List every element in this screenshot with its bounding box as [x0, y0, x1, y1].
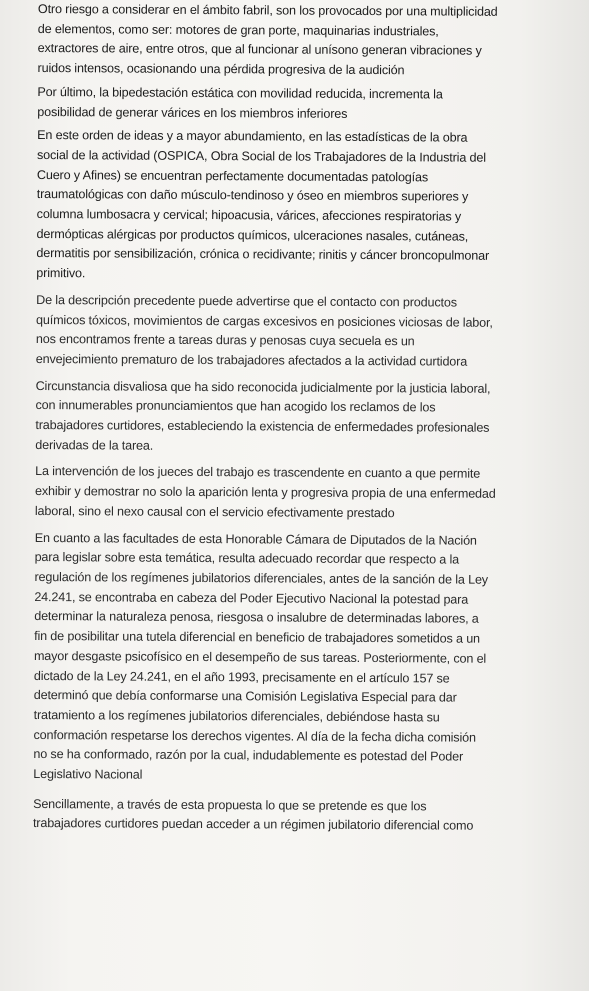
- text-line: conformación respetarse los derechos vigentes. Al día de la fecha dicha comisión: [33, 727, 476, 745]
- text-line: nos encontramos frente a tareas duras y penosas cuya secuela es un: [35, 332, 415, 349]
- paragraph-ospica-statistics: [36, 126, 557, 287]
- text-line: exhibir y demostrar no solo la aparición lenta y progresiva propia de una enfermedad: [34, 484, 496, 501]
- text-line: social de la actividad (OSPICA, Obra Social de los Trabajadores de la Industria del: [37, 147, 486, 165]
- text-line: fin de posibilitar una tutela diferencial en beneficio de trabajadores sometidos a un: [34, 629, 480, 646]
- text-line: dermópticas alérgicas por productos químicos, ulceraciones nasales, cutáneas,: [36, 226, 469, 244]
- text-line: posibilidad de generar várices en los miembros inferiores: [37, 104, 348, 121]
- text-line: Sencillamente, a través de esta propuesta lo que se pretende es que los: [33, 796, 427, 814]
- paragraph-fabril-risks: [38, 0, 558, 82]
- text-line: con innumerables pronunciamientos que han acogido los reclamos de los: [35, 398, 436, 415]
- text-line: mayor desgaste psicofísico en el desempeño de sus tareas. Posteriormente, con el: [33, 648, 487, 666]
- text-line: dermatitis por sensibilización, crónica o recidivante; rinitis y cáncer broncopulmonar: [36, 246, 490, 264]
- text-line: Por último, la bipedestación estática con movilidad reducida, incrementa la: [37, 84, 443, 102]
- text-line: envejecimiento prematuro de los trabajadores afectados a la actividad curtidora: [35, 351, 468, 369]
- text-line: Otro riesgo a considerar en el ámbito fabril, son los provocados por una multiplicidad: [37, 1, 498, 19]
- text-line: tratamiento a los regímenes jubilatorios diferenciales, debiéndose hasta su: [33, 707, 440, 725]
- text-line: extractores de aire, entre otros, que al funcionar al unísono generan vibraciones y: [37, 41, 482, 59]
- text-line: químicos tóxicos, movimientos de cargas excesivos en posiciones viciosas de labor,: [36, 312, 493, 330]
- text-line: La intervención de los jueces del trabajo es trascendente en cuanto a que permite: [35, 464, 481, 482]
- text-line: De la descripción precedente puede advertirse que el contacto con productos: [36, 292, 457, 310]
- text-line: regulación de los regímenes jubilatorios diferenciales, antes de la sanción de la Ley: [34, 569, 489, 587]
- paragraph-proposal: [33, 795, 553, 838]
- text-line: de elementos, como ser: motores de gran porte, maquinarias industriales,: [37, 21, 439, 39]
- text-line: derivadas de la tarea.: [35, 437, 154, 453]
- paragraph-judicial-recognition: [35, 377, 555, 459]
- text-line: no se ha conformado, razón por la cual, indudablemente es potestad del Poder: [33, 747, 464, 764]
- text-line: determinar la naturaleza penosa, riesgosa o insalubre de determinadas labores, a: [34, 609, 479, 627]
- text-line: ruidos intensos, ocasionando una pérdida progresiva de la audición: [37, 61, 405, 78]
- text-line: laboral, sino el nexo causal con el servicio efectivamente prestado: [34, 503, 395, 521]
- paragraph-labor-judges: [35, 462, 555, 524]
- text-line: dictado de la Ley 24.241, en el año 1993, precisamente en el artículo 157 se: [33, 668, 450, 686]
- paragraph-bipedestacion: [37, 83, 557, 126]
- text-line: En cuanto a las facultades de esta Honorable Cámara de Diputados de la Nación: [34, 530, 477, 548]
- text-line: Cuero y Afines) se encuentran perfectamente documentadas patologías: [36, 167, 429, 185]
- text-line: 24.241, se encontraba en cabeza del Poder Ejecutivo Nacional la potestad para: [34, 589, 469, 607]
- text-line: trabajadores curtidores puedan acceder a un régimen jubilatorio diferencial como: [32, 816, 474, 834]
- paragraph-toxic-products: [36, 291, 556, 373]
- text-line: Legislativo Nacional: [33, 767, 143, 782]
- text-line: traumatológicas con daño músculo-tendinoso y óseo en miembros superiores y: [36, 187, 469, 204]
- text-line: primitivo.: [36, 266, 86, 281]
- text-line: Circunstancia disvaliosa que ha sido reconocida judicialmente por la justicia laboral,: [35, 378, 491, 396]
- text-line: columna lumbosacra y cervical; hipoacusia, várices, afecciones respiratorias y: [36, 207, 462, 224]
- text-line: En este orden de ideas y a mayor abundamiento, en las estadísticas de la obra: [37, 128, 468, 145]
- text-line: trabajadores curtidores, estableciendo la existencia de enfermedades profesionales: [35, 418, 490, 435]
- paragraph-chamber-powers: [33, 529, 555, 788]
- text-line: para legislar sobre esta temática, resulta adecuado recordar que respecto a la: [34, 550, 460, 567]
- text-line: determinó que debía conformarse una Comisión Legislativa Especial para dar: [33, 688, 457, 705]
- document-body: [33, 0, 558, 837]
